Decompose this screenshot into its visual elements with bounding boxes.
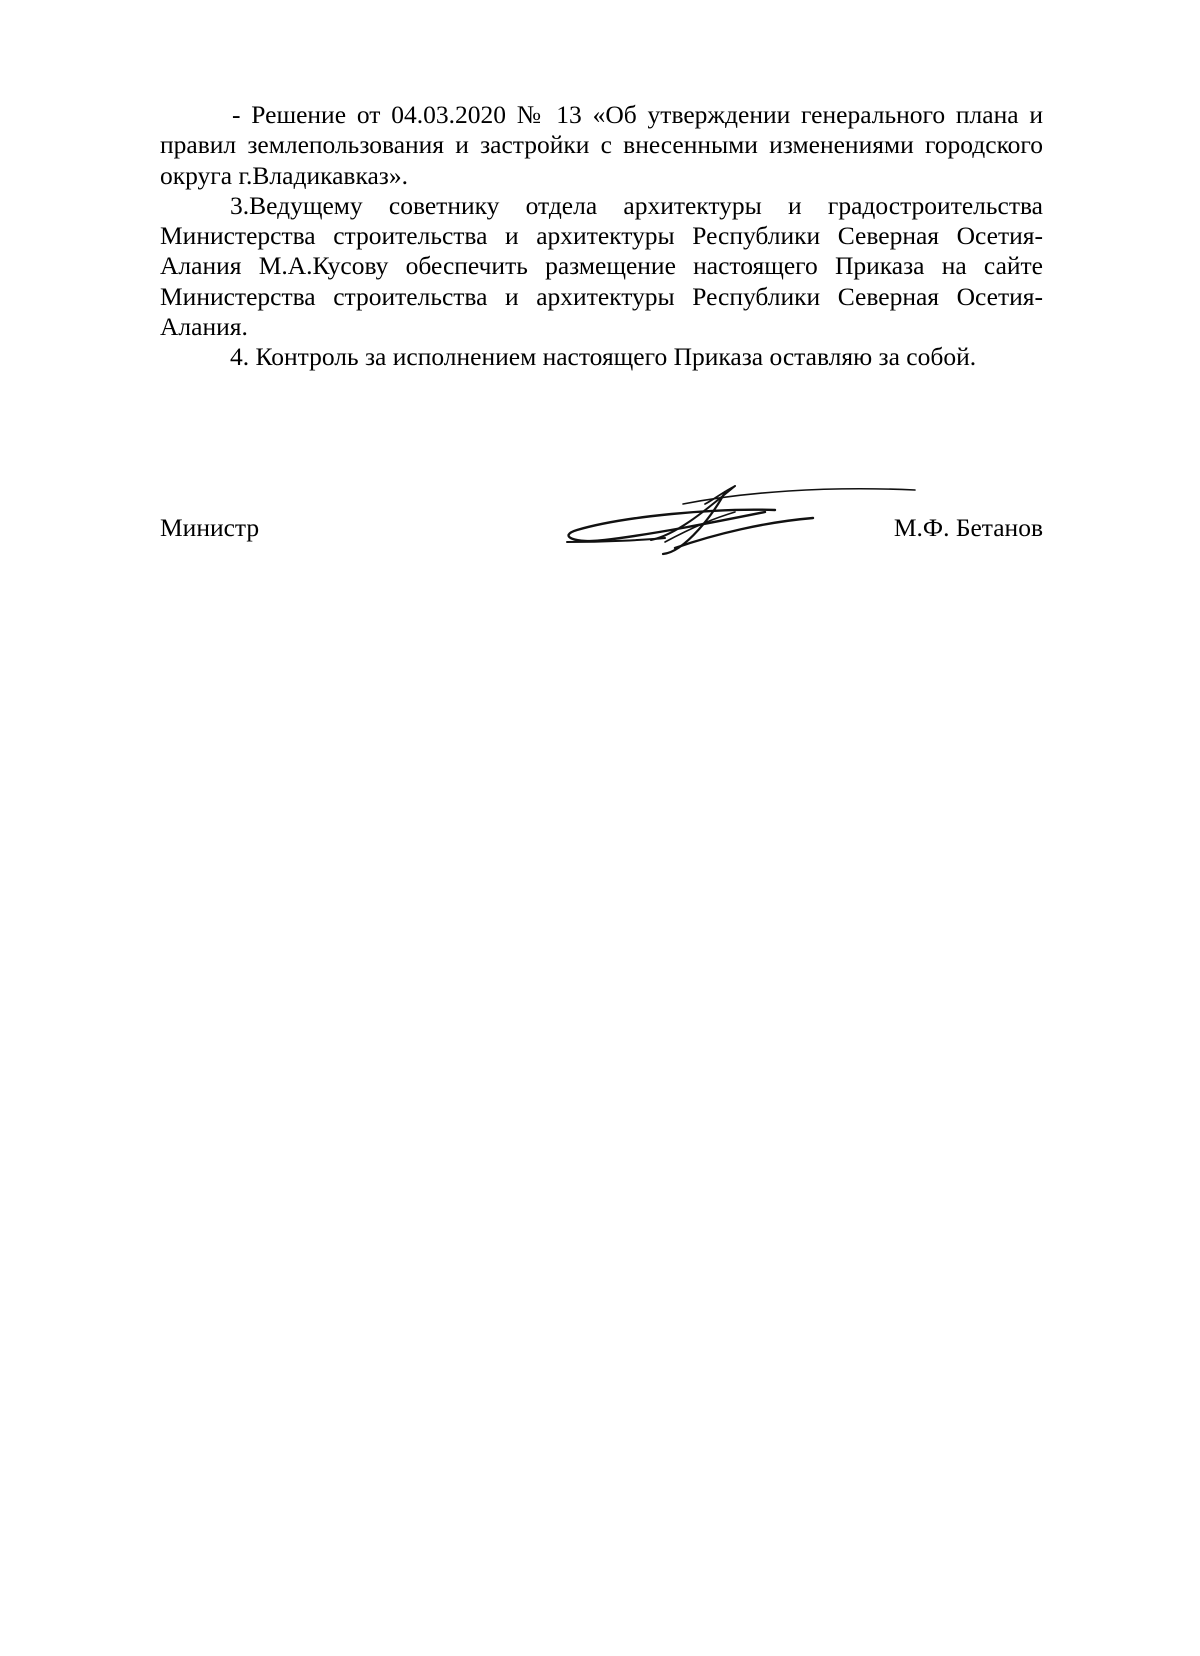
paragraph-decision-item: - Решение от 04.03.2020 № 13 «Об утверждении генерального плана и правил землепользования и застройки с внесенными изменениями городского округа г.Владикавказ». bbox=[160, 100, 1043, 190]
signatory-title: Министр bbox=[160, 513, 260, 542]
document-body bbox=[160, 100, 1043, 373]
handwritten-signature bbox=[565, 482, 925, 562]
signatory-name: М.Ф. Бетанов bbox=[893, 513, 1043, 542]
paragraph-item-4: 4. Контроль за исполнением настоящего Приказа оставляю за собой. bbox=[230, 342, 977, 372]
paragraph-item-3: 3.Ведущему советнику отдела архитектуры и градостроительства Министерства строительства и архитектуры Республики Северная Осетия-Алания М.А.Кусову обеспечить размещение настоящего Приказа на сайте Министерства строительства и архитектуры Республики Северная Осетия-Алания. bbox=[160, 190, 1043, 342]
